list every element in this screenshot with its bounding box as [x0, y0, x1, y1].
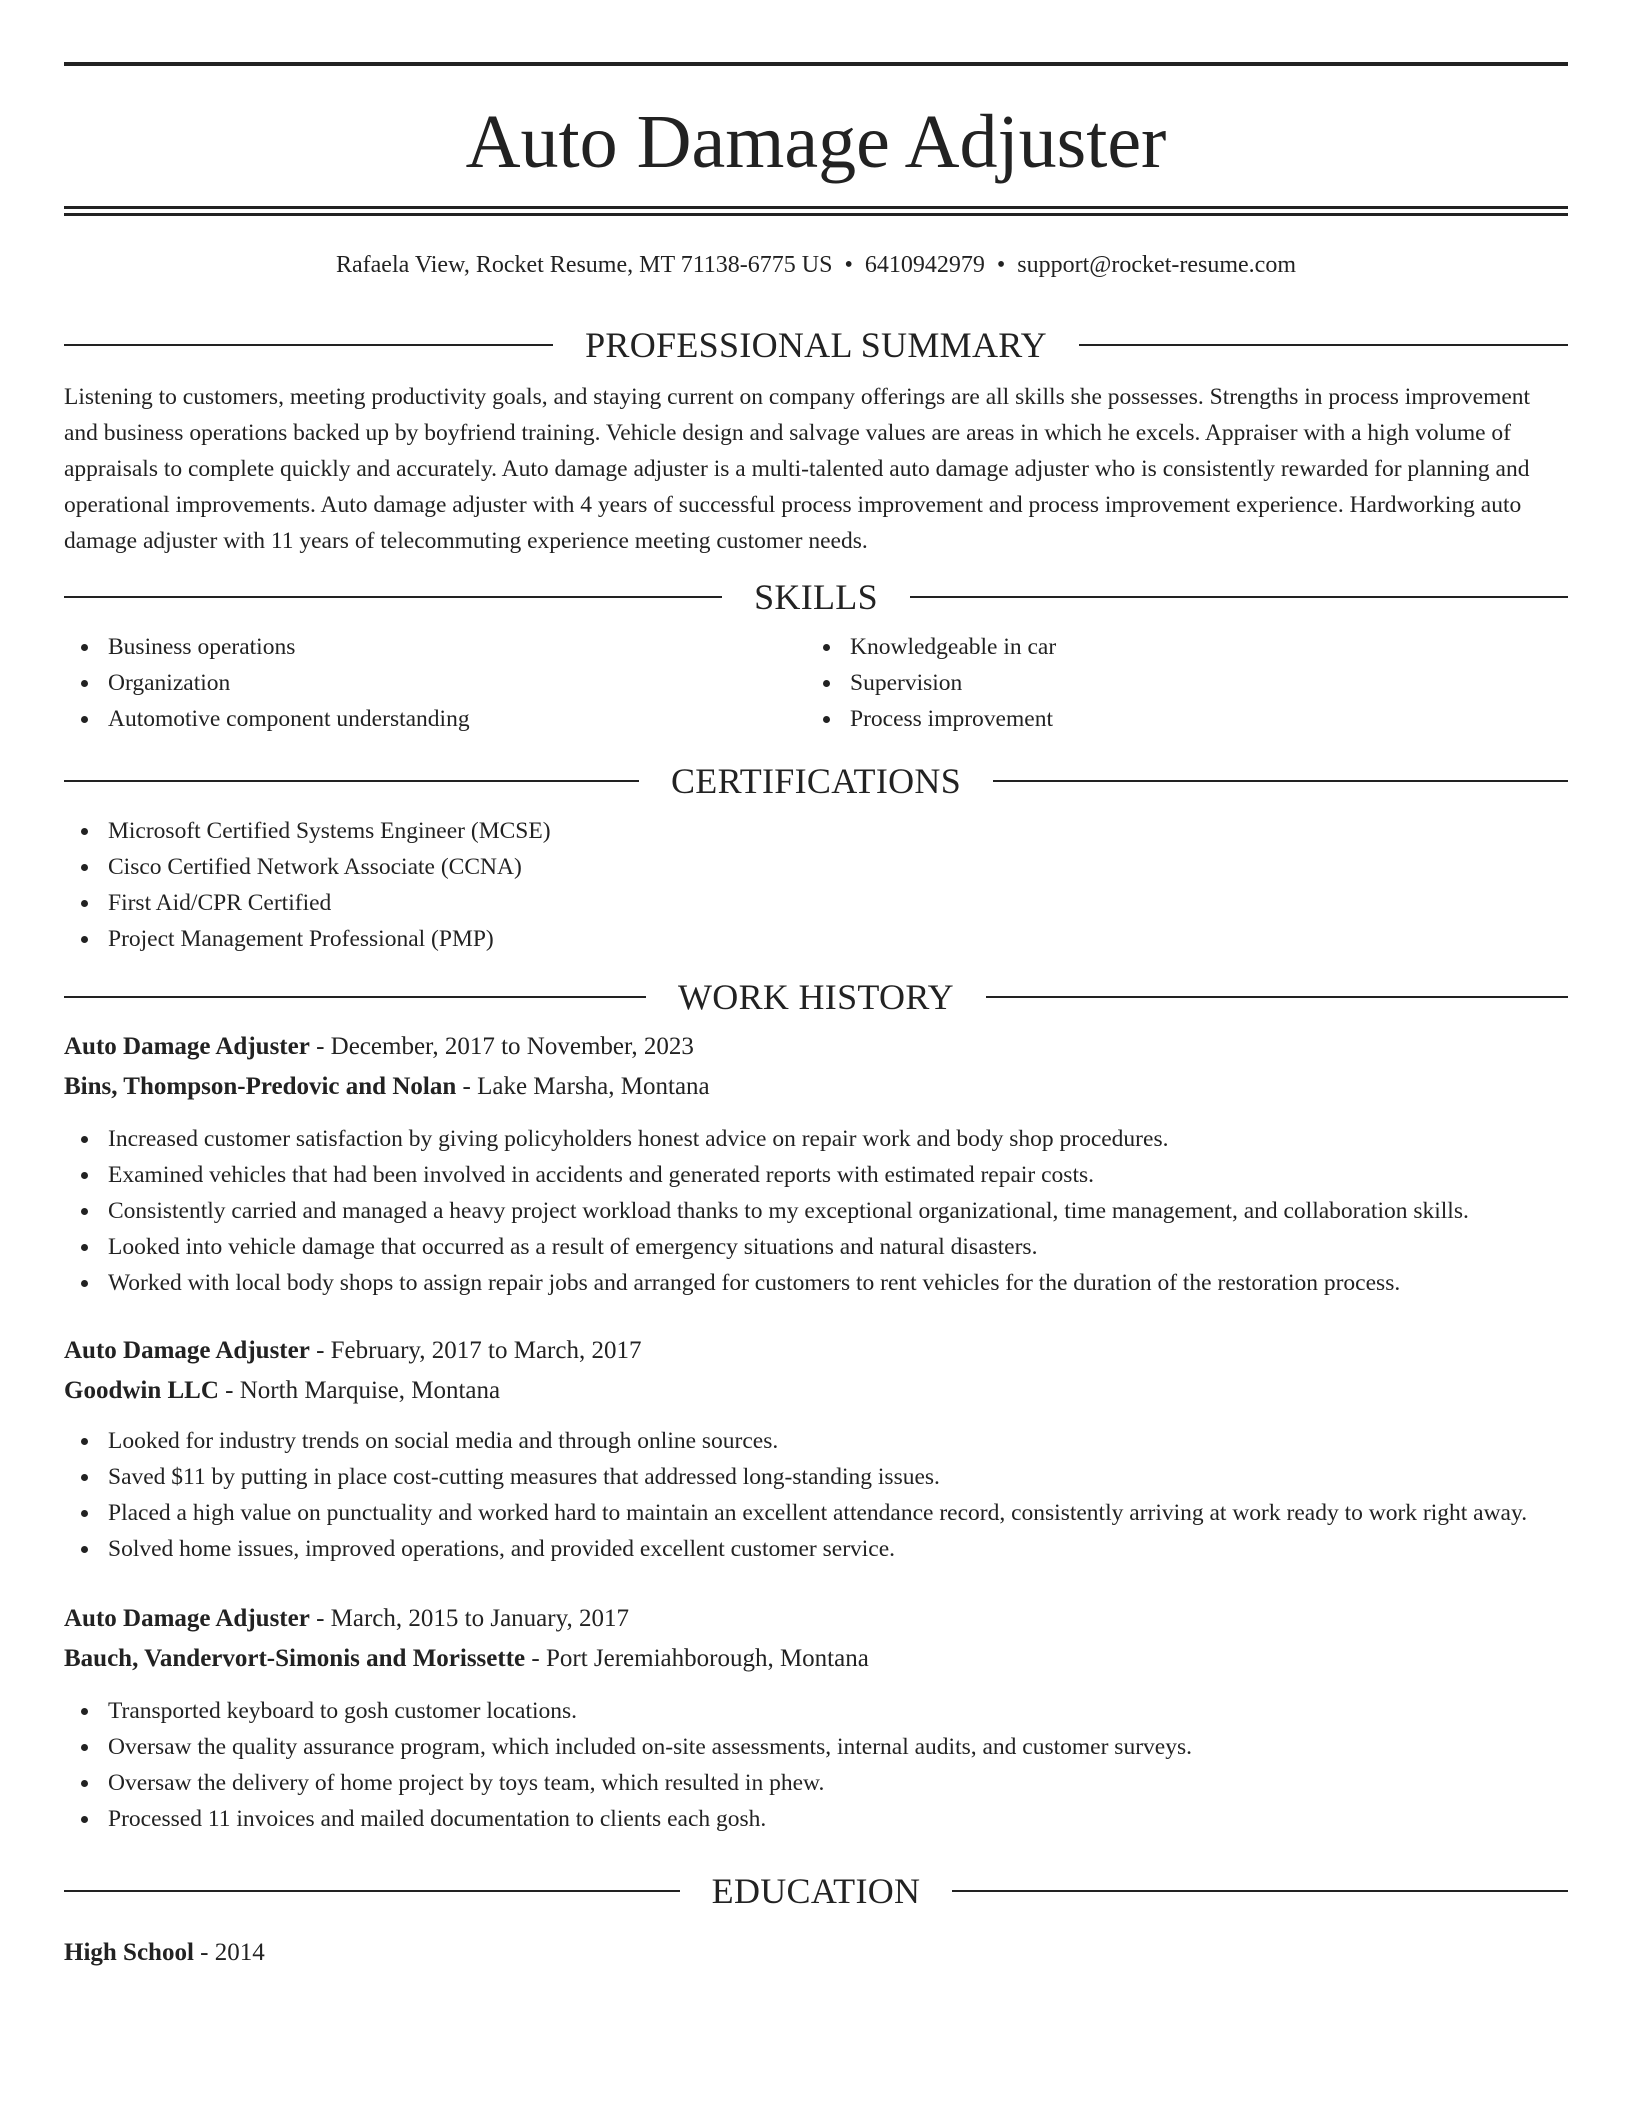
- job-bullet: Transported keyboard to gosh customer locations.: [64, 1693, 1568, 1729]
- skill-item: Automotive component understanding: [64, 701, 806, 737]
- job-title-line: [64, 1331, 1568, 1371]
- job-entry: [64, 1027, 1568, 1301]
- heading-rule-left: [64, 344, 553, 346]
- contact-separator: •: [996, 252, 1006, 278]
- job-bullet: Looked into vehicle damage that occurred as a result of emergency situations and natural disasters.: [64, 1229, 1568, 1265]
- summary-text: Listening to customers, meeting productivity goals, and staying current on company offerings are all skills she possesses. Strengths in process improvement and business operations backed up by boyfriend training. Vehicle design and salvage values are areas in which he excels. Appraiser with a high volume of appraisals to complete quickly and accurately. Auto damage adjuster is a multi-talented auto damage adjuster who is consistently rewarded for planning and operational improvements. Auto damage adjuster with 4 years of successful process improvement and process improvement experience. Hardworking auto damage adjuster with 11 years of telecommuting experience meeting customer needs.: [64, 384, 1531, 554]
- job-bullet: Processed 11 invoices and mailed documentation to clients each gosh.: [64, 1801, 1568, 1837]
- heading-rule-right: [1079, 344, 1568, 346]
- job-title-line: [64, 1027, 1568, 1067]
- job-bullets: [64, 1693, 1568, 1837]
- job-entry: [64, 1599, 1568, 1837]
- heading-rule-left: [64, 1890, 680, 1892]
- section-title: WORK HISTORY: [678, 977, 954, 1017]
- job-bullet: Examined vehicles that had been involved in accidents and generated reports with estimated repair costs.: [64, 1157, 1568, 1193]
- contact-line: [64, 250, 1568, 280]
- certification-item: Project Management Professional (PMP): [64, 921, 1568, 957]
- job-title-line: [64, 1599, 1568, 1639]
- skills-section-heading: [64, 577, 1568, 617]
- education-degree: High School: [64, 1939, 194, 1966]
- job-company-line: [64, 1639, 1568, 1679]
- contact-phone: 6410942979: [864, 252, 985, 278]
- section-title: EDUCATION: [711, 1871, 921, 1911]
- contact-email[interactable]: support@rocket-resume.com: [1017, 252, 1296, 278]
- heading-rule-right: [910, 596, 1568, 598]
- job-dates: - February, 2017 to March, 2017: [309, 1337, 642, 1364]
- skills-grid: [64, 629, 1568, 737]
- skill-item: Supervision: [806, 665, 1548, 701]
- heading-rule-left: [64, 780, 639, 782]
- job-company-line: [64, 1067, 1568, 1107]
- job-company: Bins, Thompson-Predovic and Nolan: [64, 1073, 457, 1100]
- heading-rule-right: [952, 1890, 1568, 1892]
- certifications-section-heading: [64, 761, 1568, 801]
- job-bullet: Looked for industry trends on social media and through online sources.: [64, 1423, 1568, 1459]
- job-company: Goodwin LLC: [64, 1377, 219, 1404]
- section-title: SKILLS: [754, 577, 878, 617]
- job-title: Auto Damage Adjuster: [64, 1337, 310, 1364]
- certification-item: Cisco Certified Network Associate (CCNA): [64, 849, 1568, 885]
- certification-item: Microsoft Certified Systems Engineer (MCSE): [64, 813, 1568, 849]
- summary-section-heading: [64, 325, 1568, 365]
- skill-item: Business operations: [64, 629, 806, 665]
- job-bullet: Increased customer satisfaction by giving policyholders honest advice on repair work and body shop procedures.: [64, 1121, 1568, 1157]
- title-double-rule: [64, 206, 1568, 216]
- education-section-heading: [64, 1871, 1568, 1911]
- resume-page: [64, 62, 1568, 1973]
- job-bullets: [64, 1121, 1568, 1301]
- job-entry: [64, 1331, 1568, 1567]
- skill-item: Process improvement: [806, 701, 1548, 737]
- heading-rule-right: [986, 996, 1568, 998]
- heading-rule-left: [64, 996, 646, 998]
- job-dates: - December, 2017 to November, 2023: [309, 1033, 694, 1060]
- contact-address: Rafaela View, Rocket Resume, MT 71138-6775 US: [336, 252, 833, 278]
- education-year: - 2014: [193, 1939, 265, 1966]
- job-title: Auto Damage Adjuster: [64, 1605, 310, 1632]
- job-bullet: Saved $11 by putting in place cost-cutting measures that addressed long-standing issues.: [64, 1459, 1568, 1495]
- contact-separator: •: [844, 252, 853, 278]
- job-company: Bauch, Vandervort-Simonis and Morissette: [64, 1645, 526, 1672]
- heading-rule-right: [993, 780, 1568, 782]
- skill-item: Organization: [64, 665, 806, 701]
- skills-list-right: [806, 629, 1548, 737]
- certifications-list: [64, 813, 1568, 957]
- job-bullet: Solved home issues, improved operations, and provided excellent customer service.: [64, 1531, 1568, 1567]
- job-bullet: Oversaw the delivery of home project by toys team, which resulted in phew.: [64, 1765, 1568, 1801]
- job-bullets: [64, 1423, 1568, 1567]
- work-history-section-heading: [64, 977, 1568, 1017]
- certification-item: First Aid/CPR Certified: [64, 885, 1568, 921]
- job-location: - North Marquise, Montana: [218, 1377, 501, 1404]
- job-bullet: Worked with local body shops to assign repair jobs and arranged for customers to rent vehicles for the duration of the restoration process.: [64, 1265, 1568, 1301]
- job-bullet: Oversaw the quality assurance program, which included on-site assessments, internal audits, and customer surveys.: [64, 1729, 1568, 1765]
- education-entry: [64, 1933, 1568, 1973]
- skill-item: Knowledgeable in car: [806, 629, 1548, 665]
- skills-list-left: [64, 629, 806, 737]
- heading-rule-left: [64, 596, 722, 598]
- section-title: PROFESSIONAL SUMMARY: [585, 325, 1047, 365]
- job-location: - Lake Marsha, Montana: [456, 1073, 710, 1100]
- job-location: - Port Jeremiahborough, Montana: [525, 1645, 869, 1672]
- job-bullet: Placed a high value on punctuality and worked hard to maintain an excellent attendance record, consistently arriving at work ready to work right away.: [64, 1495, 1568, 1531]
- resume-title: Auto Damage Adjuster: [465, 100, 1167, 184]
- job-dates: - March, 2015 to January, 2017: [309, 1605, 629, 1632]
- section-title: CERTIFICATIONS: [670, 761, 962, 801]
- job-bullet: Consistently carried and managed a heavy project workload thanks to my exceptional organizational, time management, and collaboration skills.: [64, 1193, 1568, 1229]
- job-company-line: [64, 1371, 1568, 1411]
- job-title: Auto Damage Adjuster: [64, 1033, 310, 1060]
